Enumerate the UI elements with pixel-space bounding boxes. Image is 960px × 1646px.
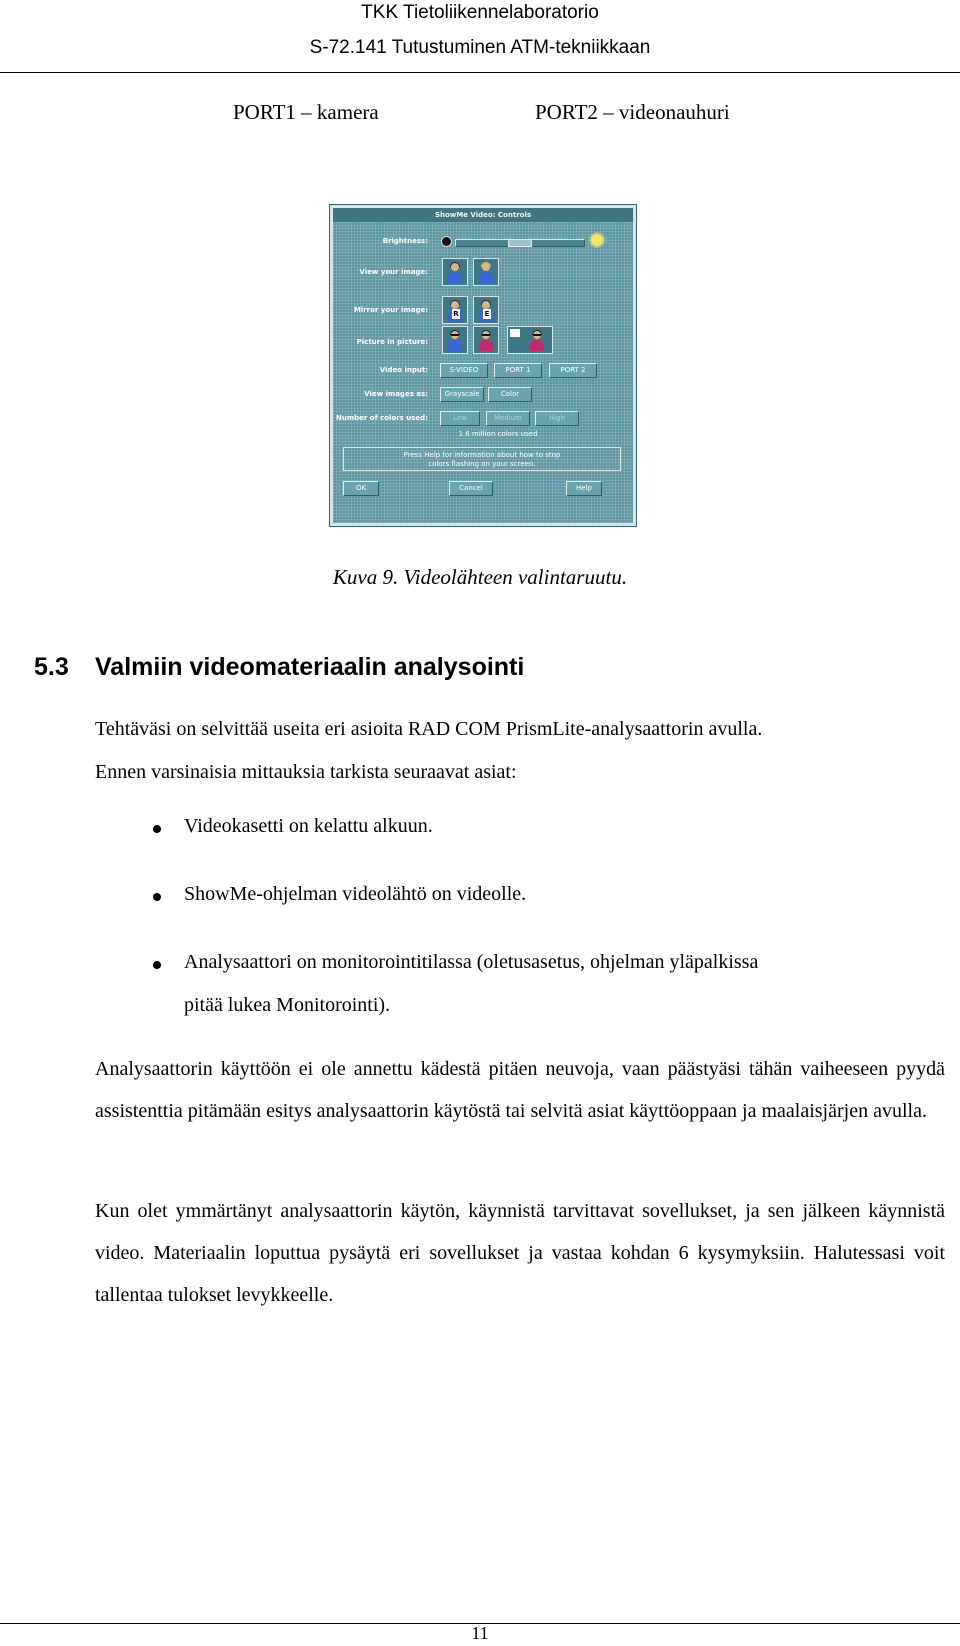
colors-medium-button[interactable]: Medium (486, 411, 530, 426)
colors-low-button[interactable]: Low (440, 411, 480, 426)
view-image-label: View your image: (359, 268, 428, 276)
view-as-label: View images as: (364, 390, 428, 398)
pip-off-icon[interactable] (442, 326, 468, 354)
view-image-person-icon[interactable] (442, 258, 468, 286)
color-button[interactable]: Color (488, 387, 532, 402)
input-port2-button[interactable]: PORT 2 (549, 363, 597, 378)
video-input-label: Video input: (379, 366, 428, 374)
bullet-item-1: Videokasetti on kelattu alkuun. (184, 815, 433, 837)
paragraph-1: Analysaattorin käyttöön ei ole annettu kädestä pitäen neuvoja, vaan päästyäsi tähän vaiheeseen pyydä assistenttia pitämään esitys analysaattorin käytöstä tai selvitä asiat käyttöoppaan ja maalaisjärjen avulla. (95, 1058, 945, 1122)
figure-caption: Kuva 9. Videolähteen valintaruutu. (332, 565, 628, 589)
pip-on-icon[interactable] (473, 326, 499, 354)
pip-inset-icon[interactable] (507, 326, 553, 354)
brightness-slider-knob[interactable] (508, 239, 532, 247)
bullet-item-3-line1: Analysaattori on monitorointitilassa (oletusasetus, ohjelman yläpalkissa (184, 951, 759, 973)
view-image-person-alt-icon[interactable] (473, 258, 499, 286)
showme-video-controls-dialog (330, 205, 636, 526)
colors-high-button[interactable]: High (535, 411, 579, 426)
help-message-line2: colors flashing on your screen. (428, 460, 536, 468)
brightness-label: Brightness: (382, 237, 428, 245)
section-number: 5.3 (34, 653, 69, 681)
port1-label: PORT1 – kamera (233, 100, 379, 124)
bullet-item-2: ShowMe-ohjelman videolähtö on videolle. (184, 883, 527, 905)
cancel-button[interactable]: Cancel (449, 481, 493, 496)
intro-line-2: Ennen varsinaisia mittauksia tarkista seuraavat asiat: (95, 761, 517, 783)
header-course: S-72.141 Tutustuminen ATM-tekniikkaan (309, 37, 651, 58)
colors-status-text: 1.6 million colors used (458, 430, 538, 438)
port2-label: PORT2 – videonauhuri (535, 100, 730, 124)
bullet-item-3-line2: pitää lukea Monitorointi). (184, 994, 391, 1016)
input-port1-button[interactable]: PORT 1 (494, 363, 542, 378)
header-institution: TKK Tietoliikennelaboratorio (361, 2, 599, 23)
mirror-image-label: Mirror your image: (353, 306, 428, 314)
mirror-flipped-icon[interactable] (473, 296, 499, 324)
input-svideo-button[interactable]: S-VIDEO (440, 363, 488, 378)
dark-sun-icon (441, 236, 452, 247)
dialog-title: ShowMe Video: Controls (333, 208, 633, 222)
bullet-marker (153, 961, 161, 969)
mirror-normal-icon[interactable] (442, 296, 468, 324)
picture-in-picture-label: Picture in picture: (356, 338, 428, 346)
intro-line-1: Tehtäväsi on selvittää useita eri asioita RAD COM PrismLite-analysaattorin avulla. (95, 718, 763, 740)
help-button[interactable]: Help (566, 481, 602, 496)
page-number: 11 (471, 1623, 489, 1643)
brightness-slider[interactable] (455, 239, 585, 247)
grayscale-button[interactable]: Grayscale (440, 387, 484, 402)
help-message-line1: Press Help for information about how to stop (403, 451, 561, 459)
colors-used-label: Number of colors used: (335, 414, 428, 422)
ok-button[interactable]: OK (343, 481, 379, 496)
mirror-badge-r: R (453, 310, 459, 318)
mirror-badge-e: E (484, 310, 490, 318)
header-divider (0, 72, 960, 73)
section-title: Valmiin videomateriaalin analysointi (95, 653, 525, 681)
bullet-marker (153, 825, 161, 833)
pip-inset-frame (510, 329, 520, 337)
bullet-marker (153, 893, 161, 901)
help-message-box (343, 447, 621, 471)
bright-sun-icon (591, 234, 603, 246)
paragraph-2: Kun olet ymmärtänyt analysaattorin käytön, käynnistä tarvittavat sovellukset, ja sen jälkeen käynnistä video. Materiaalin loputtua pysäytä eri sovellukset ja vastaa kohdan 6 kysymyksiin. Halutessasi voit tallentaa tulokset levykkeelle. (95, 1200, 945, 1306)
